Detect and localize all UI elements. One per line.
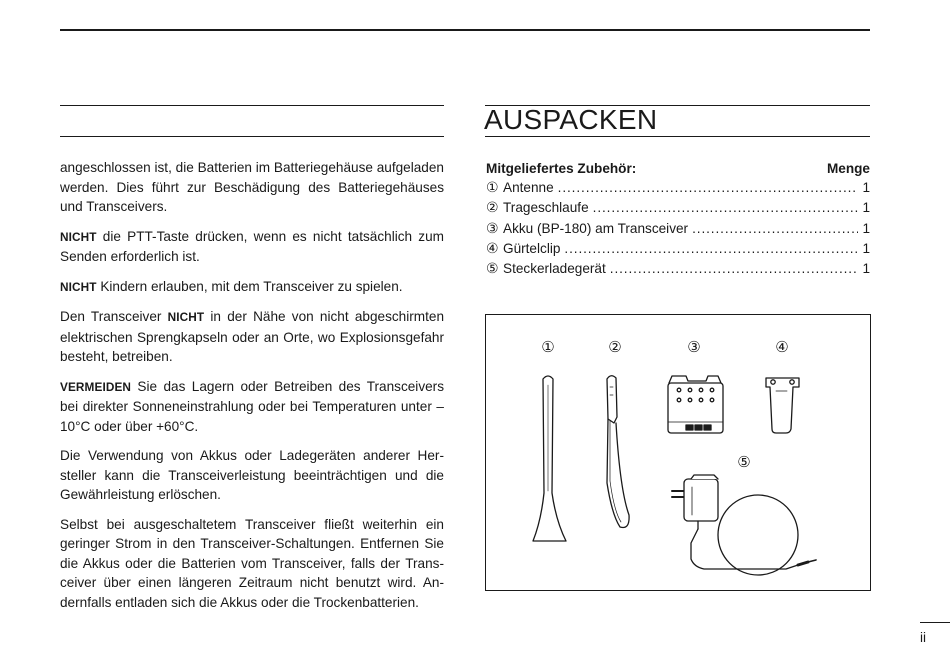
dot-leader <box>610 259 859 278</box>
callout-1: ① <box>541 338 555 356</box>
callout-5: ⑤ <box>737 453 751 471</box>
list-item <box>486 198 870 218</box>
dot-leader <box>564 239 858 258</box>
accessories-illustration <box>485 314 871 591</box>
dot-leader <box>593 198 859 217</box>
wall-charger-icon <box>672 475 816 575</box>
item-number: ② <box>486 200 499 217</box>
battery-pack-icon <box>668 376 723 433</box>
dot-leader <box>692 219 858 238</box>
precautions-text <box>60 158 444 622</box>
callout-4: ④ <box>775 338 789 356</box>
accessories-header <box>486 159 870 178</box>
item-quantity: 1 <box>862 220 870 236</box>
paragraph-3: NICHT Kindern erlauben, mit dem Transceiver zu spielen. <box>60 278 403 294</box>
item-name: Antenne <box>503 180 554 196</box>
paragraph-7: Selbst bei ausgeschaltetem Transceiver fließt weiterhin ein geringer Strom in den Transceiver-Schaltungen. Entfernen Sie die Akkus oder die Batterien vom Transceiver, falls der Transceiver über einen längeren Zeitraum nicht benutzt wird. Andernfalls entladen sich die Akkus oder die Trockenbatterien. <box>60 516 444 610</box>
dot-leader <box>558 178 859 197</box>
paragraph-5: VERMEIDEN Sie das Lagern oder Betreiben des Transceivers bei direkter Sonneneinstrahlung oder bei Temperaturen unter –10°C oder über +60°C. <box>60 378 444 434</box>
accessories-header-label: Mitgeliefertes Zubehör: <box>486 161 637 176</box>
antenna-icon <box>533 376 566 541</box>
top-rule <box>60 29 870 31</box>
item-number: ⑤ <box>486 261 499 278</box>
item-number: ① <box>486 180 499 197</box>
accessories-header-quantity: Menge <box>826 161 870 176</box>
callout-2: ② <box>608 338 622 356</box>
item-quantity: 1 <box>862 240 870 256</box>
accessories-list <box>486 159 870 279</box>
hand-strap-icon <box>607 376 629 528</box>
list-item <box>486 239 870 259</box>
paragraph-1: angeschlossen ist, die Batterien im Batteriegehäuse aufgeladen werden. Dies führt zur Beschädigung des Batteriegehäuses und Transceivers. <box>60 160 444 214</box>
paragraph-4: Den Transceiver NICHT in der Nähe von nicht abgeschirmten elektrischen Sprengkapseln oder an Orte, wo Explosionsgefahr besteht, betreiben. <box>60 309 445 364</box>
belt-clip-icon <box>766 378 799 433</box>
item-name: Trageschlaufe <box>503 200 589 216</box>
section-title: AUSPACKEN <box>484 104 658 135</box>
item-quantity: 1 <box>862 180 870 196</box>
item-quantity: 1 <box>862 200 870 216</box>
callout-3: ③ <box>687 338 701 356</box>
item-name: Akku (BP-180) am Transceiver <box>503 220 689 236</box>
item-number: ④ <box>486 240 499 257</box>
list-item <box>486 219 870 239</box>
left-header-rule-bottom <box>60 136 444 137</box>
list-item <box>486 259 870 279</box>
list-item <box>486 178 870 198</box>
paragraph-2: NICHT die PTT-Taste drücken, wenn es nicht tatsächlich zum Senden erforderlich ist. <box>60 228 444 264</box>
page-number: ii <box>920 630 927 645</box>
section-rule-bottom <box>485 136 870 137</box>
item-name: Gürtelclip <box>503 240 561 256</box>
left-header-rule-top <box>60 105 444 106</box>
item-number: ③ <box>486 220 499 237</box>
item-name: Steckerladegerät <box>503 261 606 277</box>
page-number-rule <box>920 622 950 623</box>
paragraph-6: Die Verwendung von Akkus oder Ladegeräten anderer Hersteller kann die Transceiverleistung beeinträchtigen und die Gewährleistung erlöschen. <box>60 448 444 502</box>
item-quantity: 1 <box>862 261 870 277</box>
accessories-drawing <box>486 315 870 590</box>
